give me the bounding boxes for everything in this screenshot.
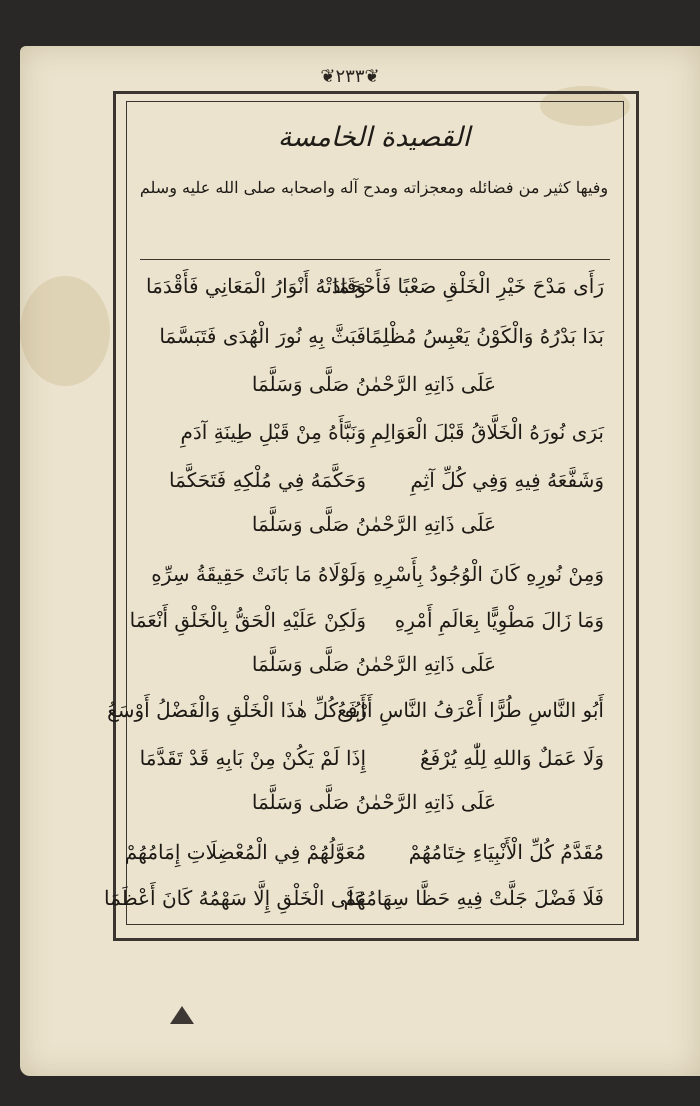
verse-right: وَمِنْ نُورِهِ كَانَ الْوُجُودُ بِأَسْرِهِ [373,562,604,586]
refrain-line: عَلَى ذَاتِهِ الرَّحْمٰنُ صَلَّى وَسَلَّمَا [251,372,497,396]
verse-right: مُقَدَّمُ كُلِّ الْأَنْبِيَاءِ خِتَامُهُمْ [408,840,604,864]
verse-left: أَبُو كُلِّ هٰذَا الْخَلْقِ وَالْفَضْلُ أَوْسَعُ [107,698,366,722]
verse-left: إِذَا لَمْ يَكُنْ مِنْ بَابِهِ قَدْ تَقَدَّمَا [139,746,366,770]
catchword-ornament [170,1006,194,1024]
page-number: ❦٢٣٣❦ [320,66,380,87]
verse-right: رَأَى مَدْحَ خَيْرِ الْخَلْقِ صَعْبًا فَأَحْجَمَا [332,274,604,298]
verse-right: أَبُو النَّاسِ طُرًّا أَعْرَفُ النَّاسِ أَرْفَعُ [337,698,604,722]
verse-right: وَمَا زَالَ مَطْوِيًّا بِعَالَمِ أَمْرِهِ [394,608,604,632]
verse-left: وَقَادَتْهُ أَنْوَارُ الْمَعَانِي فَأَقْدَمَا [146,274,366,298]
verse-left: وَلَكِنْ عَلَيْهِ الْحَقُّ بِالْخَلْقِ أَنْعَمَا [129,608,366,632]
verse-left: وَلَوْلَاهُ مَا بَانَتْ حَقِيقَةُ سِرِّهِ [151,562,366,586]
verse-left: فَبَثَّ بِهِ نُورَ الْهُدَى فَتَبَسَّمَا [159,324,366,348]
verse-right: فَلَا فَضْلَ جَلَّتْ فِيهِ حَظَّا سِهَامُهُمْ [343,886,604,910]
refrain-line: عَلَى ذَاتِهِ الرَّحْمٰنُ صَلَّى وَسَلَّمَا [251,652,497,676]
verse-right: وَشَفَّعَهُ فِيهِ وَفِي كُلِّ آثِمِ [410,468,604,492]
refrain-line: عَلَى ذَاتِهِ الرَّحْمٰنُ صَلَّى وَسَلَّمَا [251,790,497,814]
verse-left: وَحَكَّمَهُ فِي مُلْكِهِ فَتَحَكَّمَا [169,468,366,492]
poem-title: القصيدة الخامسة [277,122,471,153]
verse-left: مُعَوَّلُهُمْ فِي الْمُعْضِلَاتِ إِمَامُهُمْ [124,840,366,864]
verse-right: بَرَى نُورَهُ الْخَلَّاقُ قَبْلَ الْعَوَالِمِ [370,420,604,444]
verse-left: عَلَى الْخَلْقِ إِلَّا سَهْمُهُ كَانَ أَعْظَمَا [104,886,366,910]
verse-right: بَدَا بَدْرُهُ وَالْكَوْنُ يَعْبِسُ مُظْلِمًا [365,324,604,348]
verse-right: وَلَا عَمَلٌ وَاللهِ لِلّٰهِ يُرْفَعُ [419,746,604,770]
paper-stain [20,276,110,386]
poem-subtitle: وفيها كثير من فضائله ومعجزاته ومدح آله واصحابه صلى الله عليه وسلم [139,178,609,197]
refrain-line: عَلَى ذَاتِهِ الرَّحْمٰنُ صَلَّى وَسَلَّمَا [251,512,497,536]
verse-left: وَنَبَّأَهُ مِنْ قَبْلِ طِينَةِ آدَمِ [180,420,366,444]
divider-rule [140,259,610,260]
